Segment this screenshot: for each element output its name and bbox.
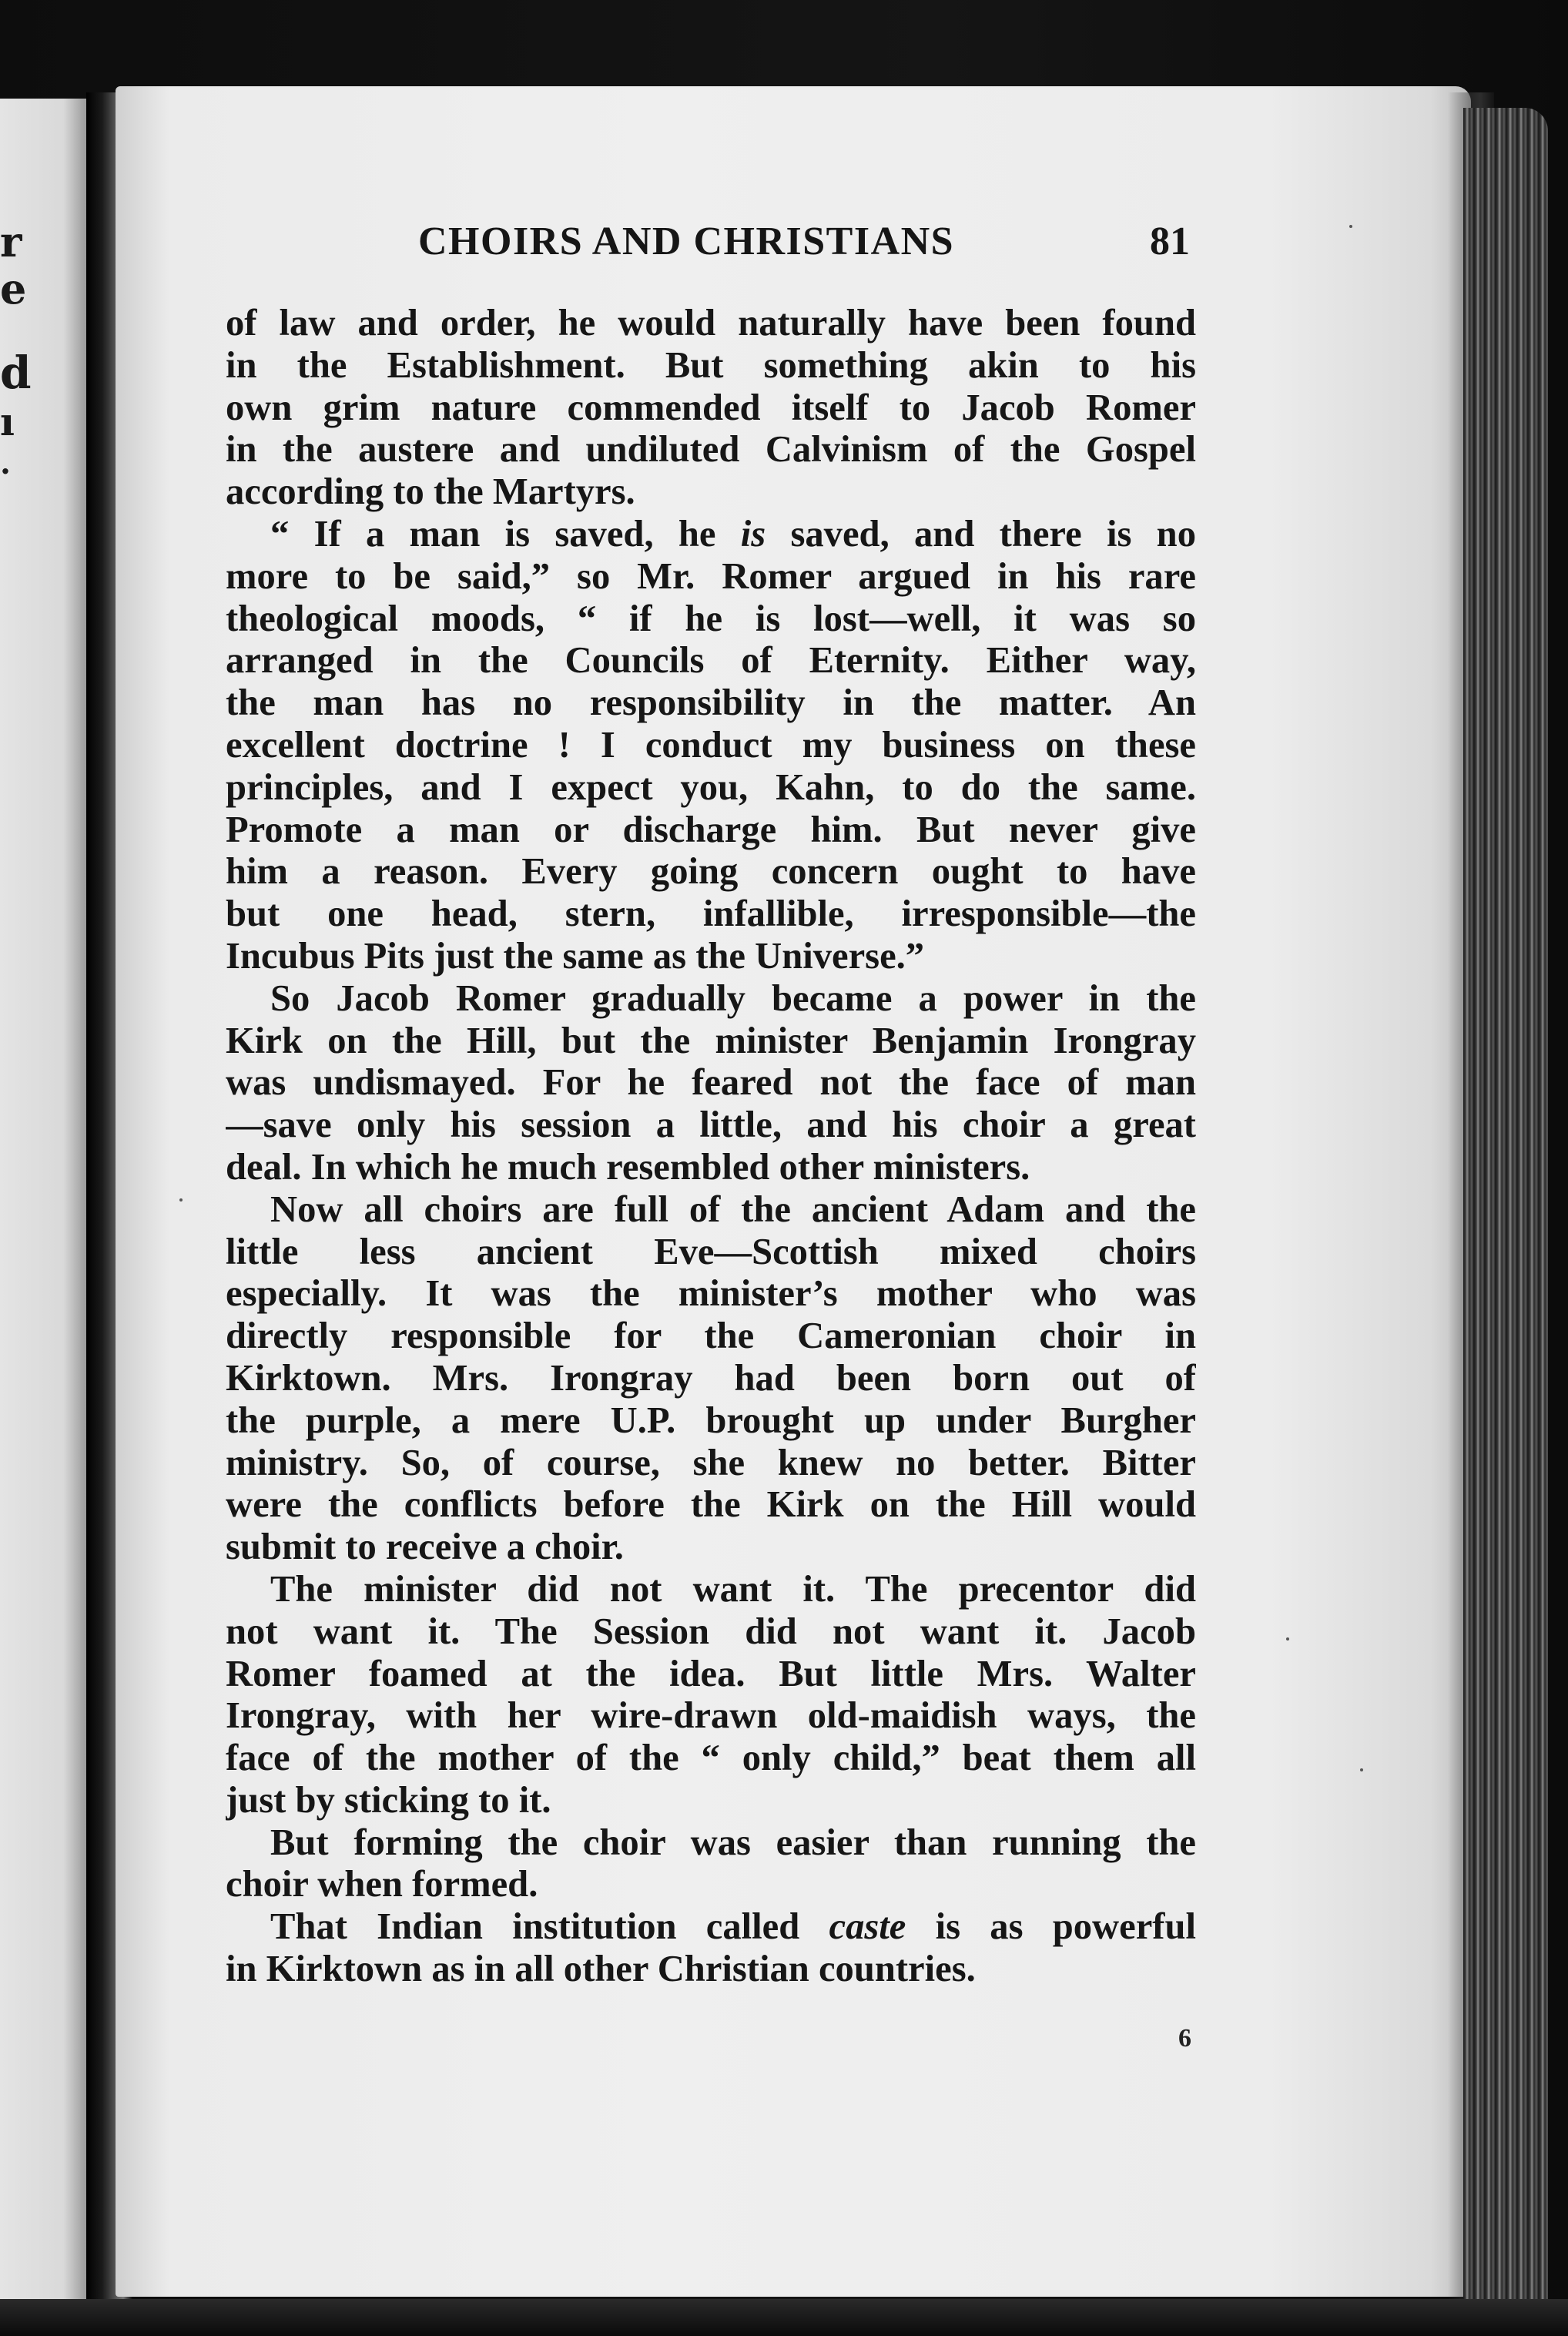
text-line: Promote a man or discharge him. But never give	[226, 808, 1196, 850]
text-line: in the Establishment. But something akin to his	[226, 344, 1196, 386]
text-line: Incubus Pits just the same as the Universe.”	[226, 934, 925, 977]
previous-page-text-fragment: ı	[0, 399, 15, 444]
running-head	[226, 214, 1204, 276]
text-line: the man has no responsibility in the matter. An	[226, 682, 1196, 724]
text-line: own grim nature commended itself to Jacob Romer	[226, 386, 1196, 428]
text-line: little less ancient Eve—Scottish mixed choirs	[226, 1230, 1196, 1272]
text-line: face of the mother of the “ only child,” beat them all	[226, 1737, 1196, 1779]
previous-page-text-fragment: d	[0, 347, 32, 399]
running-head-title: CHOIRS AND CHRISTIANS	[418, 220, 955, 263]
text-line: of law and order, he would naturally have been found	[226, 302, 1196, 344]
text-line: Kirk on the Hill, but the minister Benjamin Irongray	[226, 1019, 1196, 1061]
text-line: theological moods, “ if he is lost—well, it was so	[226, 597, 1196, 639]
previous-page-text-fragment: .	[0, 445, 11, 481]
text-line: but one head, stern, infallible, irresponsible—the	[226, 893, 1196, 935]
text-line: submit to receive a choir.	[226, 1526, 624, 1568]
text-line: especially. It was the minister’s mother who was	[226, 1272, 1196, 1315]
previous-page-text-fragment: r	[0, 217, 22, 266]
text-line: the purple, a mere U.P. brought up under Burgher	[226, 1399, 1196, 1441]
text-line: principles, and I expect you, Kahn, to do the same.	[226, 766, 1196, 808]
page-number: 81	[1150, 220, 1190, 263]
text-line: according to the Martyrs.	[226, 471, 635, 513]
text-line: ministry. So, of course, she knew no better. Bitter	[226, 1441, 1196, 1483]
text-line: deal. In which he much resembled other ministers.	[226, 1145, 1030, 1188]
text-line: But forming the choir was easier than running the	[270, 1821, 1196, 1863]
text-line: The minister did not want it. The precentor did	[270, 1567, 1196, 1610]
italic-word: is	[740, 512, 766, 555]
text-run: “ If a man is saved, he	[270, 512, 741, 555]
text-line: Now all choirs are full of the ancient Adam and the	[270, 1188, 1196, 1230]
text-run: saved, and there is no	[766, 512, 1196, 555]
text-run: That Indian institution called	[270, 1905, 829, 1948]
text-line: in the austere and undiluted Calvinism of the Gospel	[226, 428, 1196, 471]
text-line	[226, 1905, 1196, 1948]
dust-speck	[1349, 225, 1352, 228]
text-line: excellent doctrine ! I conduct my business on these	[226, 723, 1196, 766]
text-line	[226, 513, 1196, 555]
text-line: was undismayed. For he feared not the face of man	[226, 1061, 1196, 1104]
text-line: Kirktown. Mrs. Irongray had been born out of	[226, 1356, 1196, 1399]
text-line: directly responsible for the Cameronian choir in	[226, 1315, 1196, 1357]
body-text	[226, 302, 1196, 1990]
previous-page-text-fragment: e	[0, 264, 27, 313]
stacked-page-edges	[1463, 108, 1548, 2311]
text-line: choir when formed.	[226, 1863, 538, 1905]
italic-word: caste	[829, 1905, 906, 1948]
text-line: just by sticking to it.	[226, 1778, 551, 1821]
text-line: —save only his session a little, and his choir a great	[226, 1104, 1196, 1146]
text-line: in Kirktown as in all other Christian countries.	[226, 1948, 976, 1990]
text-line: were the conflicts before the Kirk on the Hill would	[226, 1483, 1196, 1526]
text-line: him a reason. Every going concern ought to have	[226, 850, 1196, 893]
scan-bottom-border	[0, 2299, 1568, 2336]
dust-speck	[1360, 1768, 1363, 1771]
dust-speck	[179, 1198, 183, 1202]
previous-page-edge	[0, 99, 91, 2301]
text-line: arranged in the Councils of Eternity. Either way,	[226, 639, 1196, 682]
text-line: Irongray, with her wire-drawn old-maidish ways, the	[226, 1694, 1196, 1737]
text-line: Romer foamed at the idea. But little Mrs. Walter	[226, 1652, 1196, 1694]
printer-signature-mark: 6	[1178, 2024, 1191, 2053]
text-line: not want it. The Session did not want it. Jacob	[226, 1610, 1196, 1652]
text-line: more to be said,” so Mr. Romer argued in his rare	[226, 555, 1196, 597]
text-line: So Jacob Romer gradually became a power in the	[270, 977, 1196, 1019]
dust-speck	[1286, 1637, 1289, 1641]
text-run: is as powerful	[906, 1905, 1196, 1948]
